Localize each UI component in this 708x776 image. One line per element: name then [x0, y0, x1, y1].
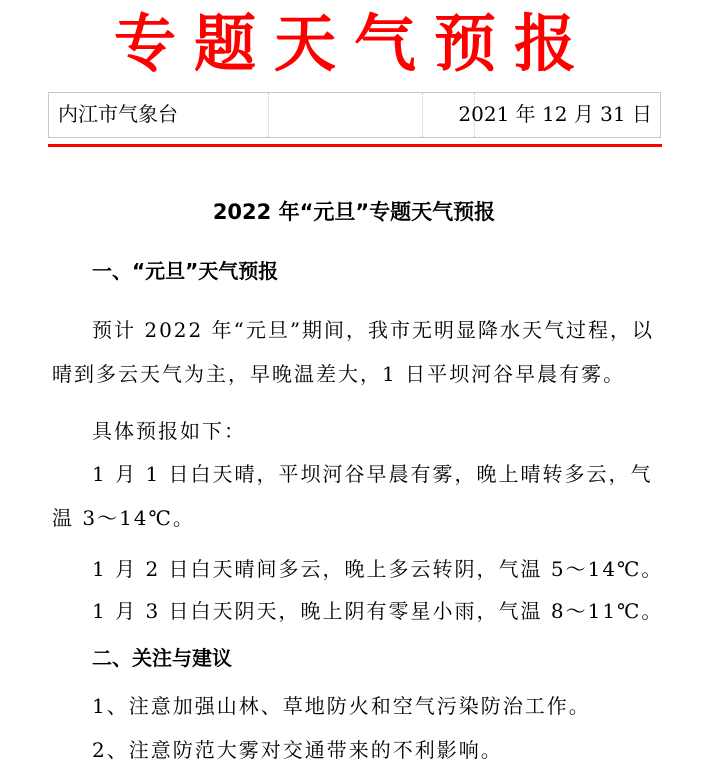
forecast-details-intro: 具体预报如下：	[92, 419, 246, 443]
issue-date: 2021 年 12 月 31 日	[458, 102, 652, 126]
forecast-overview-paragraph: 预计 2022 年“元旦”期间，我市无明显降水天气过程，以晴到多云天气为主，早晚温差大，1 日平坝河谷早晨有雾。	[52, 318, 655, 386]
forecast-day-3: 1 月 3 日白天阴天，晚上阴有零星小雨，气温 8～11℃。	[92, 599, 664, 623]
advice-item-1: 1、注意加强山林、草地防火和空气污染防治工作。	[92, 694, 591, 718]
masthead-title: 专题天气预报	[113, 7, 594, 80]
section-heading-advice: 二、关注与建议	[92, 646, 232, 670]
document-title: 2022 年“元旦”专题天气预报	[212, 200, 496, 224]
header-cell	[269, 93, 423, 137]
red-divider-line	[48, 144, 662, 147]
section-heading-forecast: 一、“元旦”天气预报	[92, 259, 279, 283]
forecast-day-2: 1 月 2 日白天晴间多云，晚上多云转阴，气温 5～14℃。	[92, 557, 664, 581]
issuer-name: 内江市气象台	[58, 102, 178, 126]
forecast-day-1: 1 月 1 日白天晴，平坝河谷早晨有雾，晚上晴转多云，气温 3～14℃。	[52, 462, 653, 530]
advice-item-2: 2、注意防范大雾对交通带来的不利影响。	[92, 738, 503, 762]
